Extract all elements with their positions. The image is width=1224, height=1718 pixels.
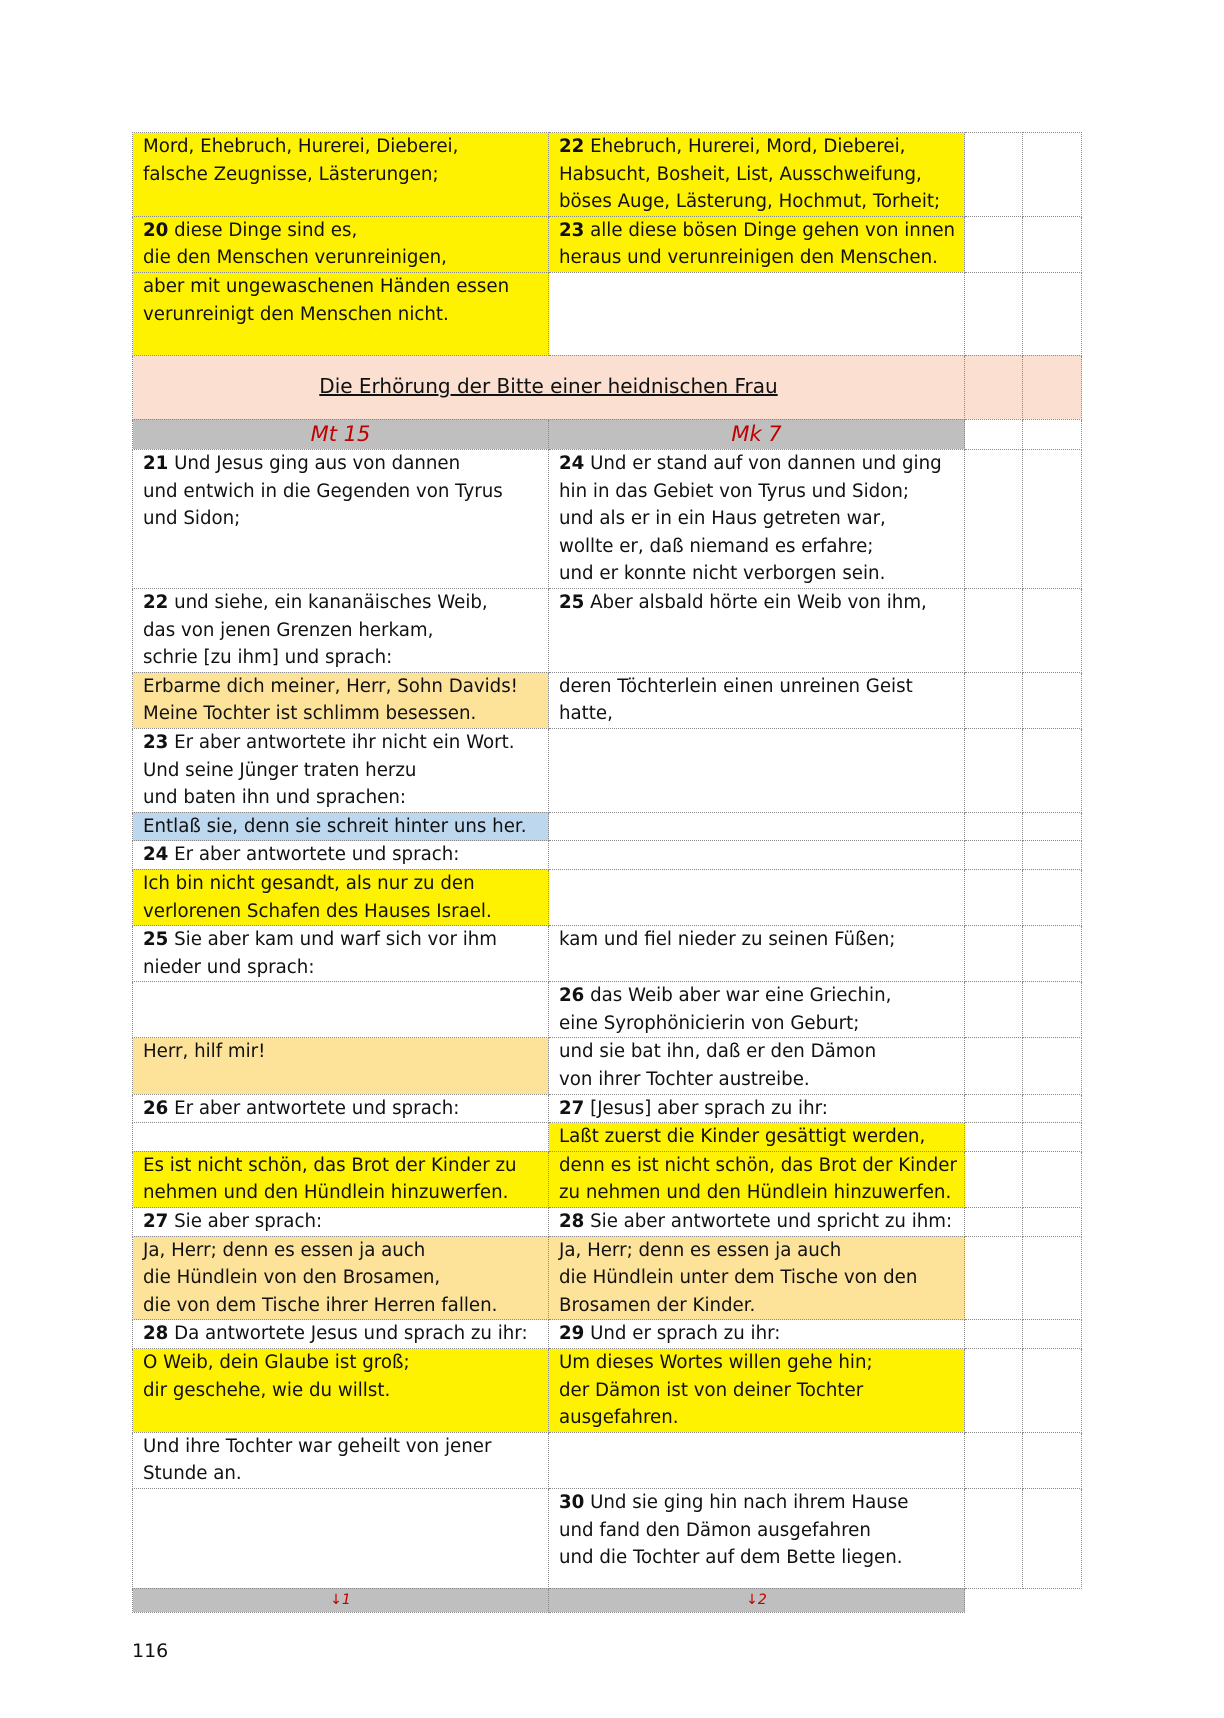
text-line <box>143 1320 538 1348</box>
extra-cell <box>1023 926 1082 982</box>
mt-cell <box>133 1094 549 1123</box>
mt-cell <box>133 728 549 812</box>
extra-cell <box>1023 588 1082 672</box>
verse-text: Sie aber kam und warf sich vor ihm <box>168 929 498 951</box>
text-line: schrie [zu ihm] und sprach: <box>143 647 393 669</box>
table-row <box>133 449 1082 588</box>
extra-cell <box>965 216 1023 272</box>
text-line <box>143 589 538 617</box>
extra-cell <box>965 1151 1023 1207</box>
text-line <box>559 589 954 617</box>
table-row <box>133 728 1082 812</box>
verse-number: 27 <box>559 1097 585 1119</box>
verse-text: Er aber antwortete ihr nicht ein Wort. <box>168 731 515 753</box>
mt-cell <box>133 1038 549 1094</box>
extra-cell <box>965 1349 1023 1433</box>
text-line <box>559 982 954 1010</box>
text-line: Mord, Ehebruch, Hurerei, Dieberei, <box>143 136 459 157</box>
verse-text: und siehe, ein kananäisches Weib, <box>168 591 488 613</box>
text-line: der Dämon ist von deiner Tochter <box>559 1379 864 1401</box>
verse-text: Und er sprach zu ihr: <box>584 1323 781 1345</box>
extra-cell <box>965 982 1023 1038</box>
mk-cell <box>549 1038 965 1094</box>
mk-cell <box>549 1349 965 1433</box>
mk-cell <box>549 728 965 812</box>
text-line: und die Tochter auf dem Bette liegen. <box>559 1547 903 1569</box>
text-line <box>143 217 538 245</box>
verse-number: 26 <box>143 1097 169 1119</box>
text-line: Meine Tochter ist schlimm besessen. <box>143 703 477 725</box>
text-line: und Sidon; <box>143 508 241 530</box>
verse-text: Sie aber sprach: <box>168 1211 323 1233</box>
extra-cell <box>965 926 1023 982</box>
extra-cell <box>1023 728 1082 812</box>
extra-cell <box>1023 1151 1082 1207</box>
verse-number: 26 <box>559 985 585 1007</box>
verse-number: 25 <box>559 591 585 613</box>
text-line: und er konnte nicht verborgen sein. <box>559 563 886 585</box>
verse-text: diese Dinge sind es, <box>168 219 358 241</box>
extra-cell <box>965 419 1023 449</box>
text-line <box>143 841 538 869</box>
extra-cell <box>965 728 1023 812</box>
text-line: und fand den Dämon ausgefahren <box>559 1519 871 1541</box>
extra-cell <box>965 841 1023 870</box>
table-row <box>133 1432 1082 1488</box>
text-line <box>559 1489 954 1517</box>
extra-cell <box>1023 1349 1082 1433</box>
extra-cell <box>1023 841 1082 870</box>
footer-row <box>133 1588 1082 1612</box>
text-line: und als er in ein Haus getreten war, <box>559 508 886 530</box>
table-row <box>133 1123 1082 1152</box>
verse-number: 29 <box>559 1323 585 1345</box>
text-line: falsche Zeugnisse, Lästerungen; <box>143 163 439 185</box>
extra-cell <box>965 355 1023 419</box>
mk-cell <box>549 672 965 728</box>
text-line: Erbarme dich meiner, Herr, Sohn Davids! <box>143 675 518 697</box>
mk-cell <box>549 1236 965 1320</box>
mk-cell <box>549 1123 965 1152</box>
text-line <box>559 1320 954 1348</box>
column-header-mk: Mk 7 <box>549 419 965 449</box>
text-line: böses Auge, Lästerung, Hochmut, Torheit; <box>559 191 941 213</box>
column-header-row <box>133 419 1082 449</box>
verse-number: 24 <box>143 844 169 866</box>
text-line <box>559 133 954 161</box>
text-line: hatte, <box>559 703 613 725</box>
table-row <box>133 1094 1082 1123</box>
verse-text: Er aber antwortete und sprach: <box>168 1097 460 1119</box>
extra-cell <box>1023 1488 1082 1588</box>
extra-cell <box>965 672 1023 728</box>
mt-cell <box>133 1208 549 1237</box>
mt-cell <box>133 272 549 355</box>
text-line: denn es ist nicht schön, das Brot der Kinder <box>559 1154 957 1176</box>
text-line <box>143 1095 538 1123</box>
extra-cell <box>1023 1320 1082 1349</box>
mt-cell <box>133 1349 549 1433</box>
verse-text: das Weib aber war eine Griechin, <box>584 985 892 1007</box>
verse-number: 20 <box>143 219 169 241</box>
extra-cell <box>1023 216 1082 272</box>
text-line <box>143 1208 538 1236</box>
text-line <box>559 217 954 245</box>
extra-cell <box>965 1488 1023 1588</box>
text-line <box>559 450 954 478</box>
table-row <box>133 1320 1082 1349</box>
text-line <box>143 450 538 478</box>
mk-cell <box>549 588 965 672</box>
mt-cell <box>133 926 549 982</box>
text-line: Ja, Herr; denn es essen ja auch <box>143 1239 426 1261</box>
extra-cell <box>965 812 1023 841</box>
text-line: die Hündlein von den Brosamen, <box>143 1267 441 1289</box>
text-line: Brosamen der Kinder. <box>559 1294 756 1316</box>
verse-number: 23 <box>559 219 585 241</box>
mt-cell <box>133 1151 549 1207</box>
text-line: und entwich in die Gegenden von Tyrus <box>143 480 503 502</box>
text-line: dir geschehe, wie du willst. <box>143 1379 391 1401</box>
table-row <box>133 133 1082 217</box>
table-row <box>133 672 1082 728</box>
extra-cell <box>1023 1038 1082 1094</box>
text-line: nieder und sprach: <box>143 956 315 978</box>
verse-text: Und er stand auf von dannen und ging <box>584 452 942 474</box>
verse-number: 28 <box>143 1323 169 1345</box>
text-line: und baten ihn und sprachen: <box>143 787 406 809</box>
mk-cell <box>549 1488 965 1588</box>
text-line: O Weib, dein Glaube ist groß; <box>143 1352 410 1373</box>
text-line: Entlaß sie, denn sie schreit hinter uns her. <box>143 815 527 837</box>
mt-cell <box>133 216 549 272</box>
mk-cell <box>549 1094 965 1123</box>
mt-cell <box>133 1236 549 1320</box>
mk-cell <box>549 869 965 925</box>
extra-cell <box>1023 982 1082 1038</box>
text-line: Ja, Herr; denn es essen ja auch <box>559 1239 842 1261</box>
verse-text: Sie aber antwortete und spricht zu ihm: <box>584 1211 953 1233</box>
text-line: nehmen und den Hündlein hinzuwerfen. <box>143 1182 509 1204</box>
text-line: von ihrer Tochter austreibe. <box>559 1069 810 1091</box>
text-line: das von jenen Grenzen herkam, <box>143 619 434 641</box>
mk-cell <box>549 812 965 841</box>
extra-cell <box>965 1094 1023 1123</box>
table-row <box>133 216 1082 272</box>
text-line: verunreinigt den Menschen nicht. <box>143 303 449 325</box>
verse-number: 28 <box>559 1211 585 1233</box>
mk-cell <box>549 216 965 272</box>
verse-number: 30 <box>559 1491 585 1513</box>
empty-cell <box>1023 1588 1082 1612</box>
text-line: die von dem Tische ihrer Herren fallen. <box>143 1294 498 1316</box>
verse-text: Da antwortete Jesus und sprach zu ihr: <box>168 1323 528 1345</box>
extra-cell <box>1023 1208 1082 1237</box>
text-line: die den Menschen verunreinigen, <box>143 247 447 269</box>
extra-cell <box>965 272 1023 355</box>
text-line: Um dieses Wortes willen gehe hin; <box>559 1352 873 1373</box>
table-row <box>133 272 1082 355</box>
verse-number: 25 <box>143 929 169 951</box>
verse-text: alle diese bösen Dinge gehen von innen <box>584 219 956 241</box>
table-row <box>133 841 1082 870</box>
text-line: wollte er, daß niemand es erfahre; <box>559 535 874 557</box>
column-header-mt: Mt 15 <box>133 419 549 449</box>
text-line <box>143 926 538 954</box>
text-line: Stunde an. <box>143 1463 242 1485</box>
mk-cell <box>549 272 965 355</box>
text-line: Laßt zuerst die Kinder gesättigt werden, <box>559 1126 926 1148</box>
verse-number: 22 <box>559 136 585 157</box>
mt-cell <box>133 1123 549 1152</box>
text-line: Ich bin nicht gesandt, als nur zu den <box>143 872 475 894</box>
mt-cell <box>133 982 549 1038</box>
extra-cell <box>1023 869 1082 925</box>
mk-cell <box>549 982 965 1038</box>
text-line: deren Töchterlein einen unreinen Geist <box>559 675 913 697</box>
verse-text: Er aber antwortete und sprach: <box>168 844 460 866</box>
table-row <box>133 982 1082 1038</box>
verse-text: Ehebruch, Hurerei, Mord, Dieberei, <box>584 136 906 157</box>
verse-text: Aber alsbald hörte ein Weib von ihm, <box>584 591 927 613</box>
table-row <box>133 812 1082 841</box>
text-line <box>559 1208 954 1236</box>
extra-cell <box>1023 672 1082 728</box>
verse-number: 22 <box>143 591 169 613</box>
text-line: Herr, hilf mir! <box>143 1041 266 1063</box>
text-line: Und seine Jünger traten herzu <box>143 759 417 781</box>
verse-number: 23 <box>143 731 169 753</box>
mt-cell <box>133 588 549 672</box>
synopsis-table <box>132 132 1082 1613</box>
verse-text: [Jesus] aber sprach zu ihr: <box>584 1097 828 1119</box>
table-row <box>133 869 1082 925</box>
mt-cell <box>133 841 549 870</box>
extra-cell <box>1023 419 1082 449</box>
extra-cell <box>965 1038 1023 1094</box>
section-title: Die Erhörung der Bitte einer heidnischen Frau <box>319 374 778 399</box>
mt-cell <box>133 1320 549 1349</box>
text-line: kam und fiel nieder zu seinen Füßen; <box>559 929 896 951</box>
extra-cell <box>1023 1094 1082 1123</box>
extra-cell <box>1023 133 1082 217</box>
extra-cell <box>965 588 1023 672</box>
table-row <box>133 1151 1082 1207</box>
verse-text: Und sie ging hin nach ihrem Hause <box>584 1491 909 1513</box>
extra-cell <box>1023 812 1082 841</box>
extra-cell <box>965 133 1023 217</box>
mt-cell <box>133 812 549 841</box>
text-line <box>143 729 538 757</box>
verse-number: 24 <box>559 452 585 474</box>
extra-cell <box>965 1236 1023 1320</box>
extra-cell <box>965 1123 1023 1152</box>
extra-cell <box>1023 449 1082 588</box>
table-row <box>133 1038 1082 1094</box>
table-row <box>133 588 1082 672</box>
text-line: Und ihre Tochter war geheilt von jener <box>143 1435 492 1457</box>
mk-cell <box>549 449 965 588</box>
mk-cell <box>549 926 965 982</box>
verse-text: Und Jesus ging aus von dannen <box>168 452 461 474</box>
mt-cell <box>133 1432 549 1488</box>
extra-cell <box>1023 272 1082 355</box>
text-line: und sie bat ihn, daß er den Dämon <box>559 1041 877 1063</box>
extra-cell <box>1023 1432 1082 1488</box>
extra-cell <box>965 1320 1023 1349</box>
mt-cell <box>133 133 549 217</box>
table-row <box>133 1236 1082 1320</box>
mk-cell <box>549 1208 965 1237</box>
extra-cell <box>1023 1236 1082 1320</box>
text-line: hin in das Gebiet von Tyrus und Sidon; <box>559 480 909 502</box>
extra-cell <box>965 1432 1023 1488</box>
table-row <box>133 1208 1082 1237</box>
footer-marker-mt: ↓1 <box>133 1588 549 1612</box>
mt-cell <box>133 672 549 728</box>
table-row <box>133 1349 1082 1433</box>
extra-cell <box>965 1208 1023 1237</box>
text-line: verlorenen Schafen des Hauses Israel. <box>143 900 492 922</box>
table-row <box>133 926 1082 982</box>
mt-cell <box>133 869 549 925</box>
extra-cell <box>1023 355 1082 419</box>
text-line: aber mit ungewaschenen Händen essen <box>143 275 510 297</box>
mk-cell <box>549 1320 965 1349</box>
verse-number: 27 <box>143 1211 169 1233</box>
text-line: Habsucht, Bosheit, List, Ausschweifung, <box>559 163 922 185</box>
mt-cell <box>133 449 549 588</box>
table-row <box>133 1488 1082 1588</box>
text-line: zu nehmen und den Hündlein hinzuwerfen. <box>559 1182 952 1204</box>
text-line: die Hündlein unter dem Tische von den <box>559 1267 918 1289</box>
extra-cell <box>1023 1123 1082 1152</box>
extra-cell <box>965 449 1023 588</box>
mk-cell <box>549 1151 965 1207</box>
empty-cell <box>965 1588 1023 1612</box>
text-line: eine Syrophönicierin von Geburt; <box>559 1012 860 1034</box>
footer-marker-mk: ↓2 <box>549 1588 965 1612</box>
text-line <box>559 1095 954 1123</box>
section-title-row <box>133 355 1082 419</box>
text-line: heraus und verunreinigen den Menschen. <box>559 247 938 269</box>
mt-cell <box>133 1488 549 1588</box>
extra-cell <box>965 869 1023 925</box>
section-title-cell <box>133 355 965 419</box>
mk-cell <box>549 841 965 870</box>
mk-cell <box>549 1432 965 1488</box>
mk-cell <box>549 133 965 217</box>
text-line: Es ist nicht schön, das Brot der Kinder zu <box>143 1154 517 1176</box>
page-number: 116 <box>132 1640 169 1662</box>
text-line: ausgefahren. <box>559 1407 679 1429</box>
verse-number: 21 <box>143 452 169 474</box>
